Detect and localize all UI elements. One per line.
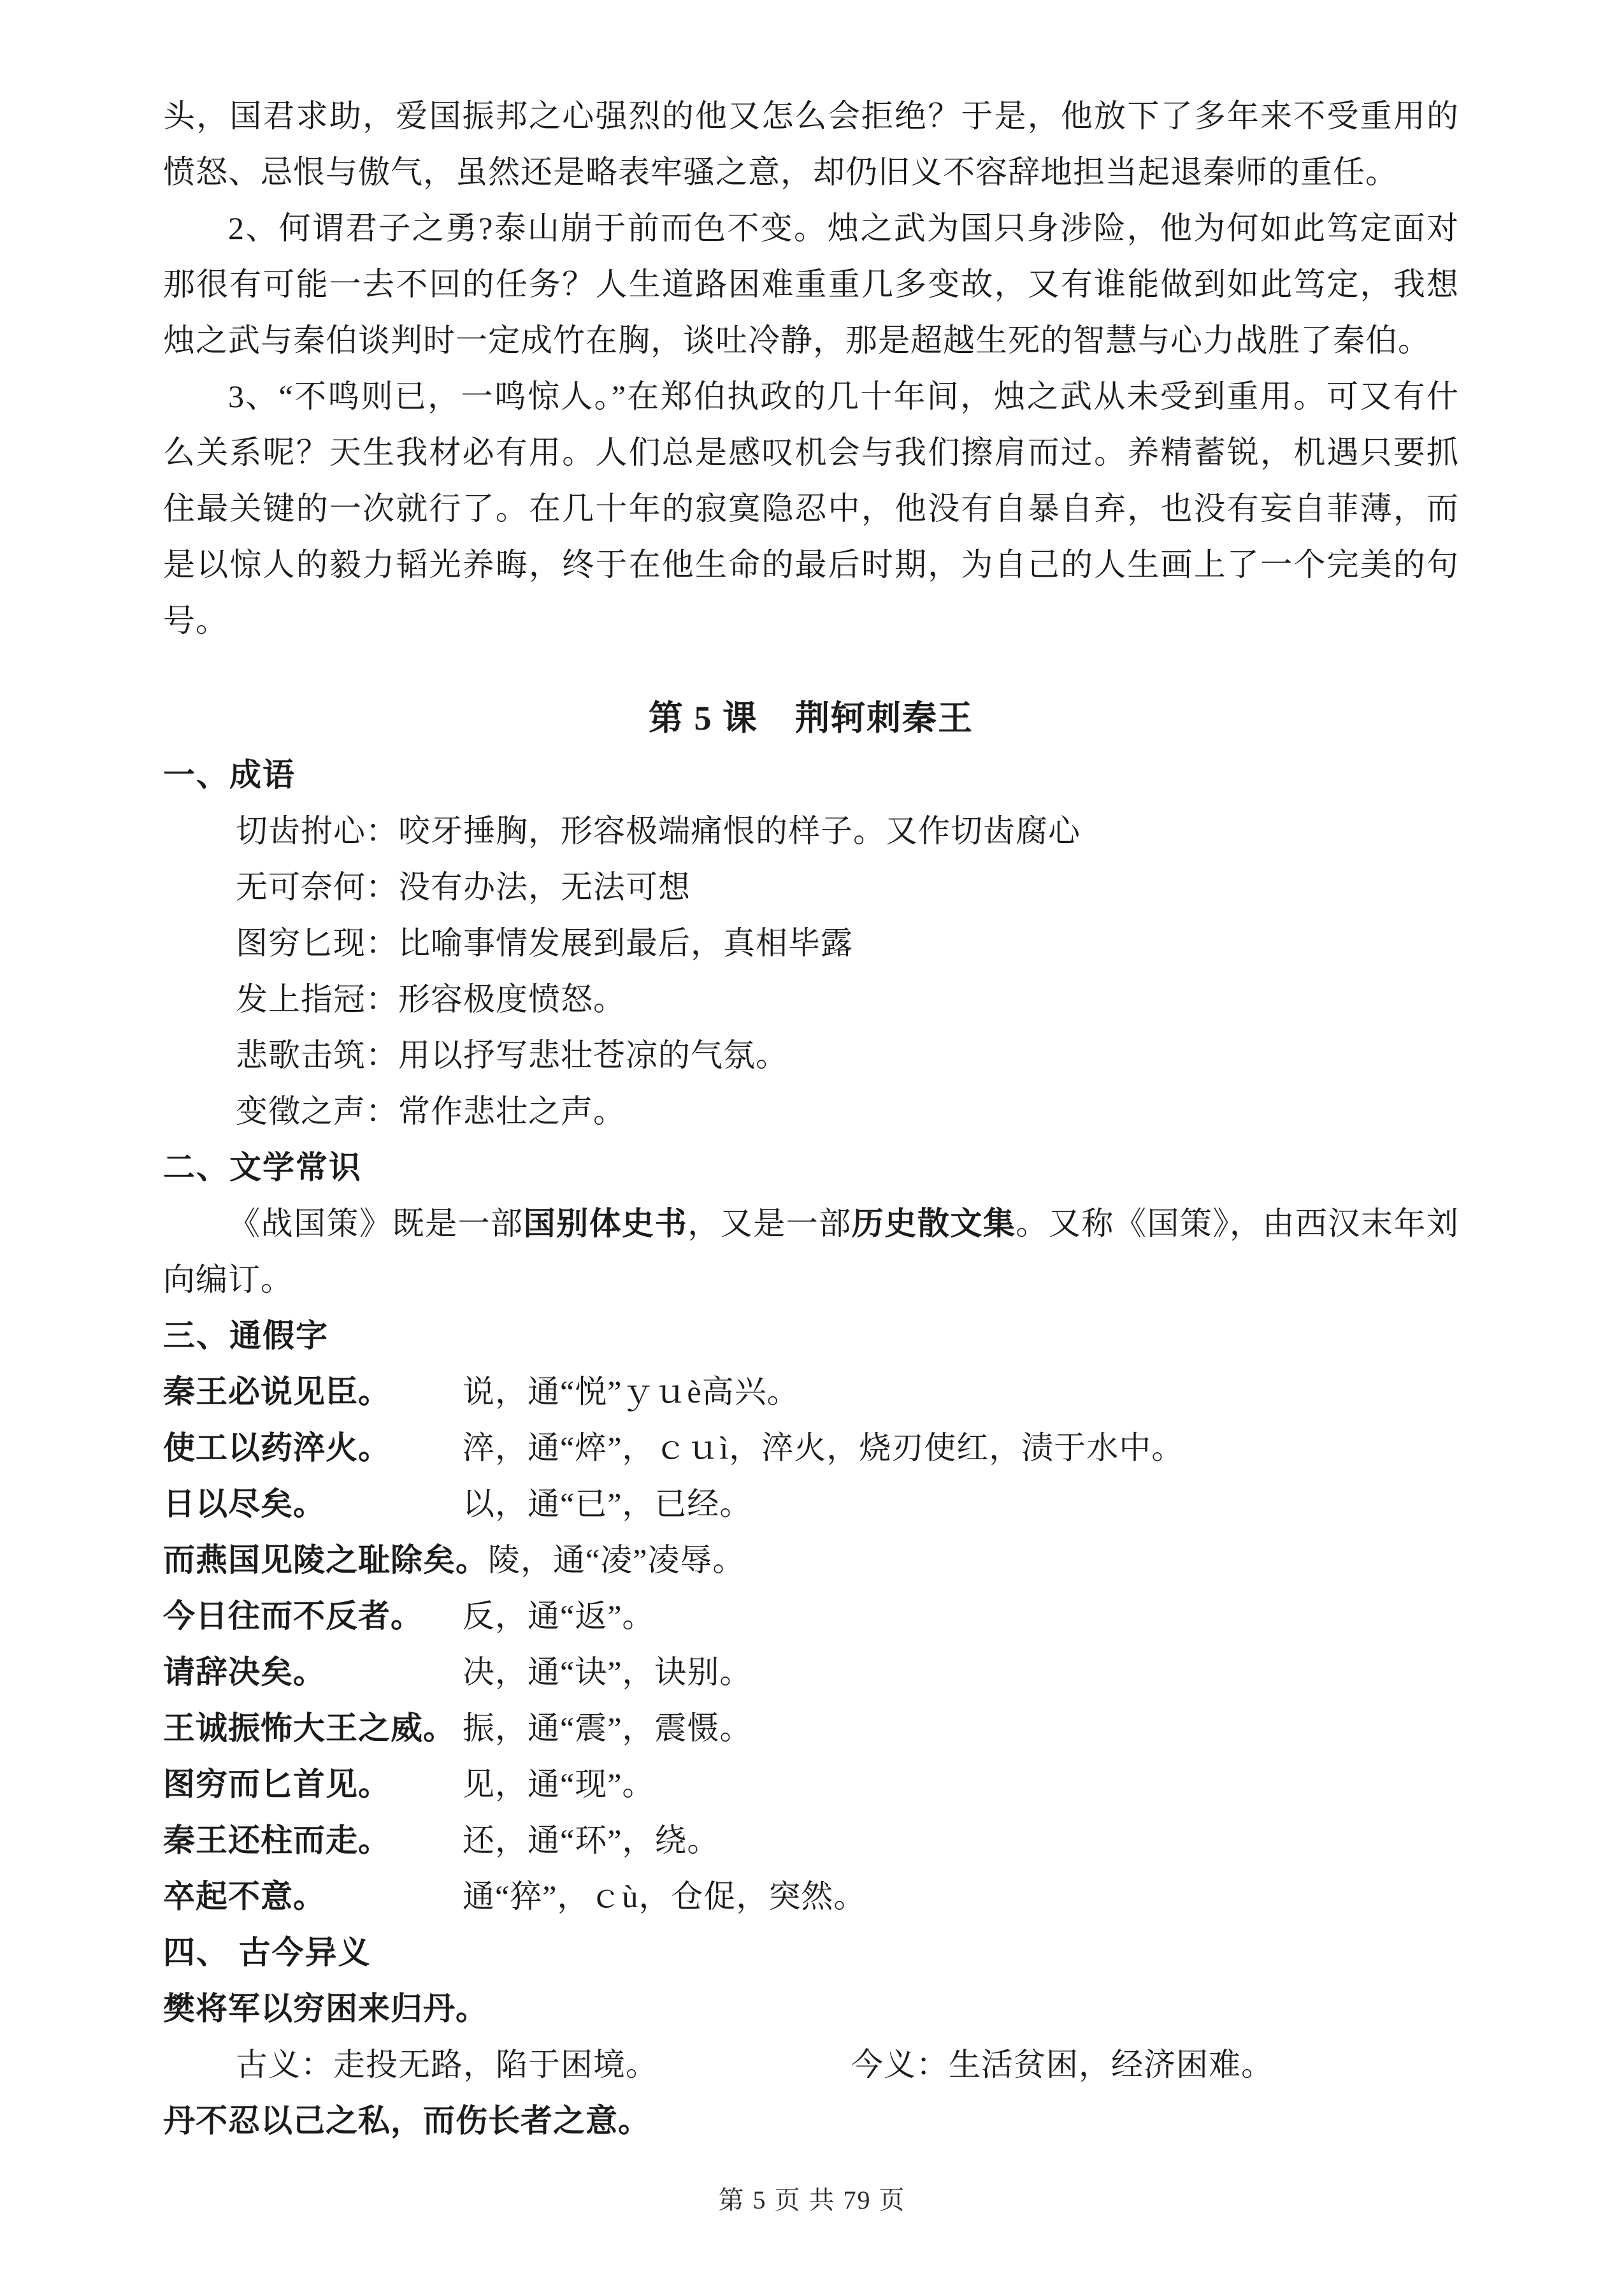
tongjia-explanation: 反，通“返”。: [463, 1598, 655, 1634]
tongjia-phrase: 卒起不意。: [163, 1879, 326, 1914]
intro-paragraph-1: 头，国君求助，爱国振邦之心强烈的他又怎么会拒绝？于是，他放下了多年来不受重用的愤怒、忌恨与傲气，虽然还是略表牢骚之意，却仍旧义不容辞地担当起退秦师的重任。: [163, 98, 1459, 190]
tongjia-phrase: 而燕国见陵之耻除矣。: [163, 1542, 488, 1578]
tongjia-row: [163, 1812, 1459, 1868]
gujin-new-meaning: 今义：生活贫困，经济困难。: [851, 2047, 1274, 2082]
tongjia-row: [163, 1588, 1459, 1644]
tongjia-explanation: 陵，通“凌”凌辱。: [488, 1542, 745, 1578]
tongjia-phrase: 今日往而不反者。: [163, 1598, 423, 1634]
wenxue-paragraph: [163, 1195, 1459, 1308]
section-heading-chengyu: 一、成语: [163, 757, 296, 793]
lesson-number: 第 5 课: [649, 699, 758, 737]
tongjia-phrase: 使工以药淬火。: [163, 1430, 391, 1466]
tongjia-row: [163, 1868, 1459, 1924]
tongjia-phrase: 请辞决矣。: [163, 1654, 326, 1690]
tongjia-row: [163, 1756, 1459, 1812]
gujin-example-1: 樊将军以穷困来归丹。: [163, 1991, 488, 2026]
tongjia-explanation: 决，通“诀”，诀别。: [463, 1654, 752, 1690]
wenxue-bold-term: 历史散文集: [851, 1206, 1016, 1241]
wenxue-segment: 《战国策》既是一部: [228, 1206, 524, 1241]
tongjia-phrase: 秦王还柱而走。: [163, 1822, 391, 1858]
section-heading-wenxue: 二、文学常识: [163, 1150, 362, 1185]
tongjia-phrase: 图穷而匕首见。: [163, 1766, 391, 1802]
tongjia-phrase: 王诚振怖大王之威。: [163, 1710, 456, 1746]
lesson-name: 荆轲刺秦王: [795, 699, 974, 737]
tongjia-explanation: 通“猝”，ｃù，仓促，突然。: [463, 1879, 866, 1914]
wenxue-segment: 。又称《国策》，由西汉末年刘向编订。: [163, 1206, 1460, 1297]
gujin-example-2: 丹不忍以己之私，而伤长者之意。: [163, 2103, 650, 2139]
tongjia-explanation: 淬，通“焠”，ｃｕì，淬火，烧刃使红，渍于水中。: [463, 1430, 1184, 1466]
wenxue-bold-term: 国别体史书: [523, 1206, 688, 1241]
gujin-old-meaning: 古义：走投无路，陷于困境。: [236, 2047, 658, 2082]
chengyu-item: 悲歌击筑：用以抒写悲壮苍凉的气氛。: [236, 1037, 788, 1073]
tongjia-explanation: 振，通“震”，震慑。: [463, 1710, 752, 1746]
chengyu-item: 无可奈何：没有办法，无法可想: [236, 869, 691, 905]
lesson-title: [163, 689, 1459, 747]
tongjia-phrase: 秦王必说见臣。: [163, 1374, 391, 1410]
chengyu-item: 变徵之声：常作悲壮之声。: [236, 1093, 626, 1129]
tongjia-row: [163, 1364, 1459, 1420]
tongjia-row: [163, 1420, 1459, 1476]
tongjia-explanation: 见，通“现”。: [463, 1766, 655, 1802]
section-heading-gujin: 四、 古今异义: [163, 1935, 371, 1970]
tongjia-row: [163, 1700, 1459, 1756]
intro-paragraph-2: 2、何谓君子之勇?泰山崩于前而色不变。烛之武为国只身涉险，他为何如此笃定面对那很有可能一去不回的任务？人生道路困难重重几多变故，又有谁能做到如此笃定，我想烛之武与秦伯谈判时一定成竹在胸，谈吐冷静，那是超越生死的智慧与心力战胜了秦伯。: [163, 210, 1459, 358]
intro-paragraph-3: 3、“不鸣则已，一鸣惊人。”在郑伯执政的几十年间，烛之武从未受到重用。可又有什么关系呢？天生我材必有用。人们总是感叹机会与我们擦肩而过。养精蓄锐，机遇只要抓住最关键的一次就行了。在几十年的寂寞隐忍中，他没有自暴自弃，也没有妄自菲薄，而是以惊人的毅力韬光养晦，终于在他生命的最后时期，为自己的人生画上了一个完美的句号。: [163, 379, 1459, 638]
chengyu-item: 发上指冠：形容极度愤怒。: [236, 981, 626, 1017]
tongjia-row: [163, 1476, 1459, 1532]
tongjia-phrase: 日以尽矣。: [163, 1486, 326, 1522]
wenxue-segment: ，又是一部: [687, 1206, 852, 1241]
tongjia-row: [163, 1532, 1459, 1588]
tongjia-explanation: 说，通“悦”ｙｕè高兴。: [463, 1374, 800, 1410]
chengyu-item: 切齿拊心：咬牙捶胸，形容极端痛恨的样子。又作切齿腐心: [236, 813, 1081, 849]
page-footer: 第 5 页 共 79 页: [718, 2186, 906, 2214]
section-heading-tongjia: 三、通假字: [163, 1318, 329, 1353]
tongjia-explanation: 还，通“环”，绕。: [463, 1822, 720, 1858]
gujin-meanings: [163, 2037, 1459, 2093]
tongjia-row: [163, 1644, 1459, 1700]
chengyu-item: 图穷匕现：比喻事情发展到最后，真相毕露: [236, 925, 853, 961]
tongjia-explanation: 以，通“已”，已经。: [463, 1486, 752, 1522]
